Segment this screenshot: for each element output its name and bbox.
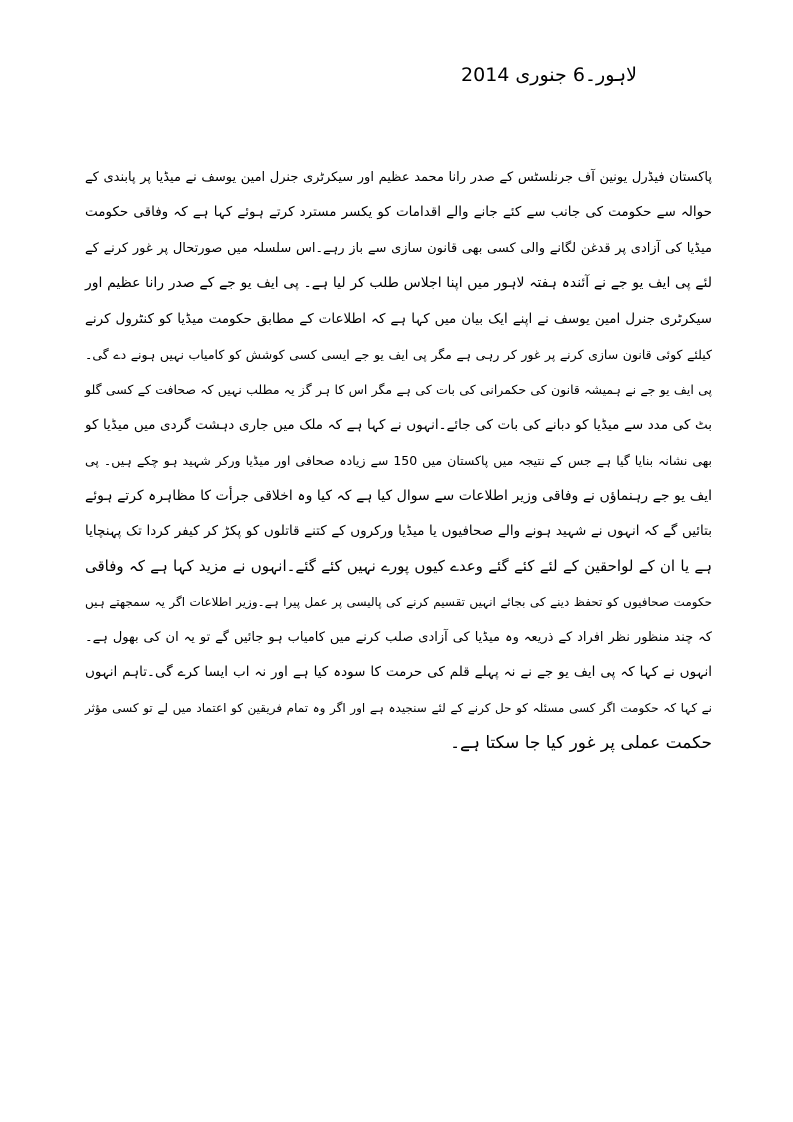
text-line: سیکرٹری جنرل امین یوسف نے اپنے ایک بیان میں کہا ہے کہ اطلاعات کے مطابق حکومت میڈیا کو کنٹرول کرنے: [85, 310, 712, 327]
text-line: پی ایف یو جے نے ہمیشہ قانون کی حکمرانی کی بات کی ہے مگر اس کا ہر گز یہ مطلب نہیں کہ صحافت کے کسی گلو: [85, 382, 712, 398]
article-body: [85, 160, 712, 762]
text-line: میڈیا کی آزادی پر قدغن لگانے والی کسی بھی قانون سازی سے باز رہے۔اس سلسلہ میں صورتحال پر غور کرنے کے: [85, 240, 712, 256]
text-line: حکومت صحافیوں کو تحفظ دینے کی بجائے انہیں تقسیم کرنے کی پالیسی پر عمل پیرا ہے۔وزیر اطلاعات اگر یہ سمجھتے ہیں: [85, 594, 712, 609]
text-line: نے کہا کہ حکومت اگر کسی مسئلہ کو حل کرنے کے لئے سنجیدہ ہے اور اگر وہ تمام فریقین کو اعتماد میں لے تو کسی مؤثر: [85, 700, 712, 715]
text-line: ہے یا ان کے لواحقین کے لئے کئے گئے وعدے کیوں پورے نہیں کئے گئے۔انہوں نے مزید کہا ہے کہ وفاقی: [85, 557, 712, 576]
text-line-last: حکمت عملی پر غور کیا جا سکتا ہے۔: [450, 733, 712, 754]
text-line: لئے پی ایف یو جے نے آئندہ ہفتہ لاہور میں اپنا اجلاس طلب کر لیا ہے۔ پی ایف یو جے کے صدر رانا عظیم اور: [85, 275, 712, 292]
text-line: کہ چند منظور نظر افراد کے ذریعہ وہ میڈیا کی آزادی صلب کرنے میں کامیاب ہو جائیں گے تو یہ ان کی بھول ہے۔: [85, 630, 712, 646]
text-line: انہوں نے کہا کہ پی ایف یو جے نے نہ پہلے قلم کی حرمت کا سودہ کیا ہے اور نہ اب ایسا کرے گی۔تاہم انہوں: [85, 664, 712, 681]
text-line: بٹ کی مدد سے میڈیا کو دبانے کی بات کی جائے۔انہوں نے کہا ہے کہ ملک میں جاری دہشت گردی میں میڈیا کو: [85, 416, 712, 433]
text-line: کیلئے کوئی قانون سازی کرنے پر غور کر رہی ہے مگر پی ایف یو جے ایسی کسی کوشش کو کامیاب نہیں ہونے دے گی۔: [85, 346, 712, 362]
text-line: بتائیں گے کہ انہوں نے شہید ہونے والے صحافیوں یا میڈیا ورکروں کے کتنے قاتلوں کو پکڑ کر کیفر کردا تک پہنچایا: [85, 522, 712, 539]
text-line: حوالہ سے حکومت کی جانب سے کئے جانے والے اقدامات کو یکسر مسترد کرتے ہوئے کہا ہے کہ وفاقی حکومت: [85, 204, 712, 221]
text-line: بھی نشانہ بنایا گیا ہے جس کے نتیجہ میں پاکستان میں 150 سے زیادہ صحافی اور میڈیا ورکر شہید ہو چکے ہیں۔ پی: [85, 453, 712, 469]
text-line: پاکستان فیڈرل یونین آف جرنلسٹس کے صدر رانا محمد عظیم اور سیکرٹری جنرل امین یوسف نے میڈیا پر پابندی کے: [85, 170, 712, 185]
dateline: لاہور۔6 جنوری 2014: [461, 64, 637, 86]
text-line: ایف یو جے رہنماؤں نے وفاقی وزیر اطلاعات سے سوال کیا ہے کہ کیا وہ اخلاقی جرأت کا مظاہرہ کرتے ہوئے: [85, 487, 712, 504]
